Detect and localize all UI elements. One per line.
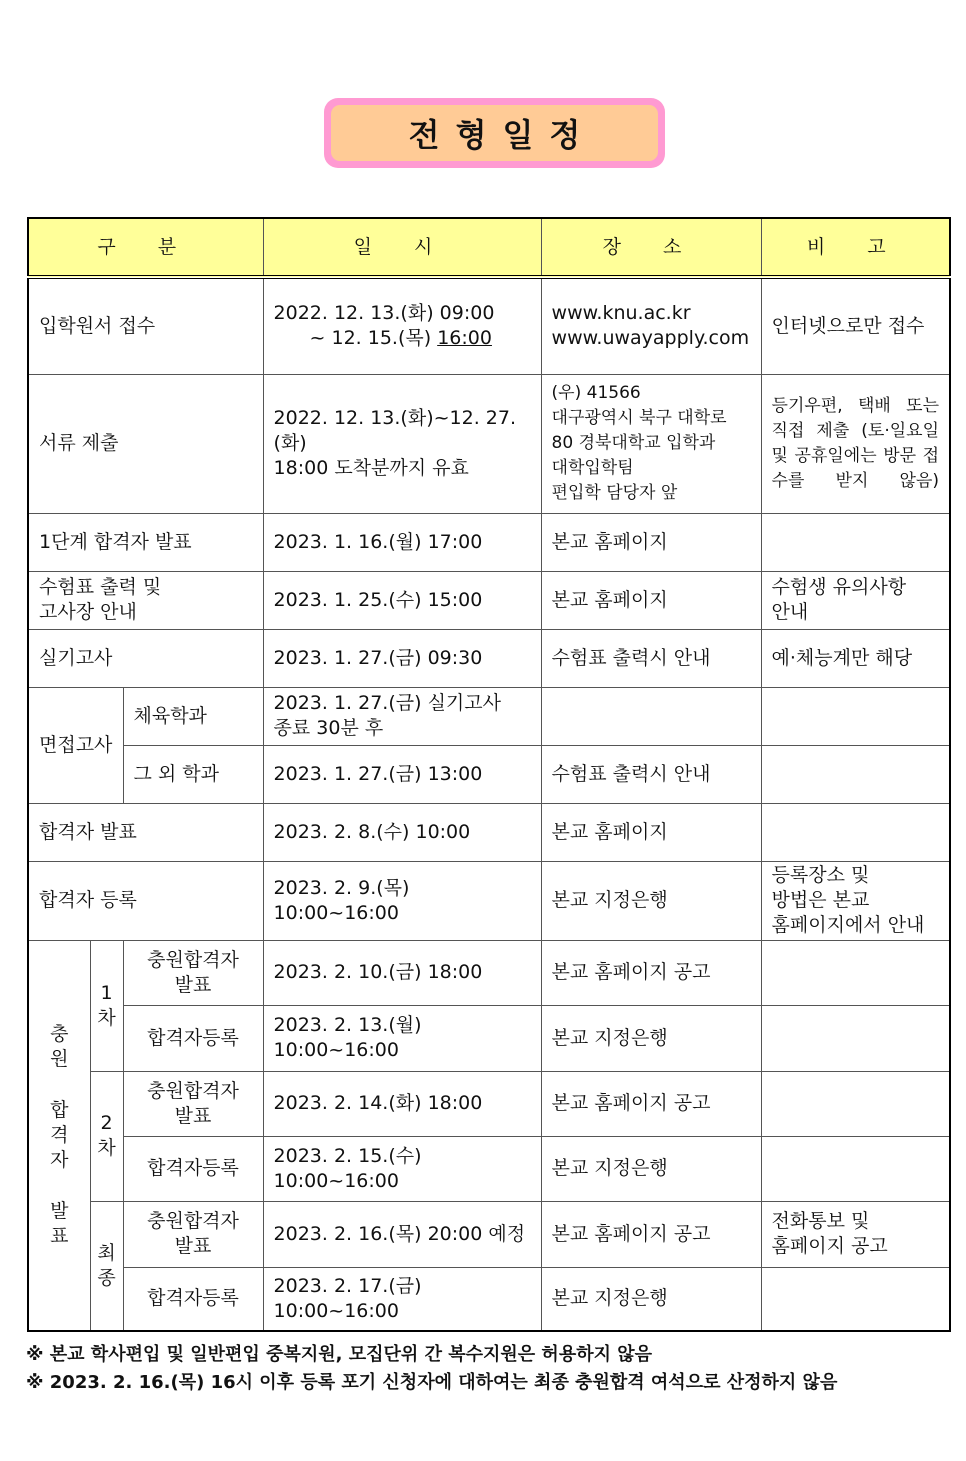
row-place: 본교 홈페이지 공고 <box>541 1201 761 1267</box>
table-row-supp-r1-announce <box>28 940 950 1005</box>
note-line: 수험생 유의사항 <box>771 576 907 598</box>
label-char: 표 <box>50 1224 69 1247</box>
row-label <box>28 571 263 629</box>
interview-sub-pe: 체육학과 <box>123 687 263 745</box>
label-char: 1 <box>100 981 113 1004</box>
row-note <box>761 861 950 940</box>
row-place: 본교 홈페이지 공고 <box>541 940 761 1005</box>
interview-sub-other: 그 외 학과 <box>123 745 263 803</box>
label-char: 합 <box>50 1098 69 1121</box>
row-label: 합격자 등록 <box>28 861 263 940</box>
label-char: 차 <box>97 1006 116 1029</box>
label-line: 충원합격자 <box>147 1079 239 1102</box>
schedule-table <box>27 217 951 1332</box>
table-row-interview-pe <box>28 687 950 745</box>
link-knu[interactable]: www.knu.ac.kr <box>551 302 691 325</box>
row-place: 수험표 출력시 안내 <box>541 629 761 687</box>
round-label-final <box>90 1201 123 1331</box>
row-label: 1단계 합격자 발표 <box>28 513 263 571</box>
note-line: 전화통보 및 <box>771 1210 870 1232</box>
supp-group-label <box>28 940 90 1331</box>
row-date: 2023. 2. 9.(목) 10:00~16:00 <box>263 861 541 940</box>
row-date <box>263 374 541 513</box>
row-date: 2023. 2. 13.(월) 10:00~16:00 <box>263 1005 541 1071</box>
row-note <box>761 687 950 745</box>
row-note <box>761 803 950 861</box>
announce-label <box>123 1071 263 1136</box>
label-char: 발 <box>50 1199 69 1222</box>
table-row-ticket <box>28 571 950 629</box>
label-char: 최 <box>97 1241 116 1264</box>
announce-label <box>123 940 263 1005</box>
address-line: 80 경북대학교 입학과 <box>551 433 716 453</box>
header-note: 비 고 <box>761 218 950 277</box>
row-date: 2023. 2. 16.(목) 20:00 예정 <box>263 1201 541 1267</box>
row-note <box>761 1005 950 1071</box>
table-row-apply <box>28 277 950 374</box>
row-label: 서류 제출 <box>28 374 263 513</box>
row-place: 본교 홈페이지 <box>541 571 761 629</box>
register-label: 합격자등록 <box>123 1136 263 1201</box>
table-row-supp-r1-register <box>28 1005 950 1071</box>
date-line: 2023. 1. 27.(금) 실기고사 <box>273 692 501 714</box>
row-date: 2023. 2. 14.(화) 18:00 <box>263 1071 541 1136</box>
note-line: 안내 <box>771 601 809 623</box>
label-line: 충원합격자 <box>147 948 239 971</box>
row-note <box>761 1136 950 1201</box>
row-date: 2023. 2. 15.(수) 10:00~16:00 <box>263 1136 541 1201</box>
table-row-supp-final-register <box>28 1267 950 1331</box>
row-place: 본교 지정은행 <box>541 1005 761 1071</box>
label-line: 발표 <box>174 1235 212 1257</box>
row-date: 2023. 2. 10.(금) 18:00 <box>263 940 541 1005</box>
row-date <box>263 687 541 745</box>
row-note: 예·체능계만 해당 <box>761 629 950 687</box>
label-char: 격 <box>50 1123 69 1146</box>
label-char: 충 <box>50 1022 69 1045</box>
table-row-supp-final-announce <box>28 1201 950 1267</box>
page-title: 전형일정 <box>331 105 658 161</box>
row-place <box>541 277 761 374</box>
table-row-supp-r2-announce <box>28 1071 950 1136</box>
table-row-supp-r2-register <box>28 1136 950 1201</box>
underlined-time: 16:00 <box>437 327 492 350</box>
label-line: 발표 <box>174 973 212 996</box>
footnote: ※ 2023. 2. 16.(목) 16시 이후 등록 포기 신청자에 대하여는 최종 충원합격 여석으로 산정하지 않음 <box>26 1372 838 1393</box>
row-place: 수험표 출력시 안내 <box>541 745 761 803</box>
row-date <box>263 277 541 374</box>
row-note <box>761 513 950 571</box>
announce-label <box>123 1201 263 1267</box>
row-date: 2023. 1. 25.(수) 15:00 <box>263 571 541 629</box>
address-line: 대학입학팀 <box>551 458 634 478</box>
table-row-practical <box>28 629 950 687</box>
row-date: 2023. 1. 27.(금) 09:30 <box>263 629 541 687</box>
row-place <box>541 687 761 745</box>
note-line: 홈페이지에서 안내 <box>771 914 925 936</box>
row-note <box>761 1201 950 1267</box>
note-line: 홈페이지 공고 <box>771 1235 888 1257</box>
row-place: 본교 지정은행 <box>541 861 761 940</box>
table-row-docs <box>28 374 950 513</box>
register-label: 합격자등록 <box>123 1267 263 1331</box>
register-label: 합격자등록 <box>123 1005 263 1071</box>
row-place: 본교 지정은행 <box>541 1136 761 1201</box>
row-label: 입학원서 접수 <box>28 277 263 374</box>
footnote: ※ 본교 학사편입 및 일반편입 중복지원, 모집단위 간 복수지원은 허용하지 않음 <box>26 1344 653 1365</box>
row-label: 실기고사 <box>28 629 263 687</box>
row-date: 2023. 1. 27.(금) 13:00 <box>263 745 541 803</box>
table-row-stage1 <box>28 513 950 571</box>
row-place <box>541 374 761 513</box>
label-char: 원 <box>50 1047 69 1070</box>
row-note <box>761 1267 950 1331</box>
date-line: 종료 30분 후 <box>273 717 384 739</box>
date-line: 2022. 12. 13.(화) 09:00 <box>273 302 495 325</box>
row-note <box>761 571 950 629</box>
label-char: 자 <box>50 1148 69 1171</box>
row-place: 본교 지정은행 <box>541 1267 761 1331</box>
footnotes <box>26 1341 946 1397</box>
row-note: 인터넷으로만 접수 <box>761 277 950 374</box>
label-char: 차 <box>97 1137 116 1159</box>
round-label-1 <box>90 940 123 1071</box>
row-place: 본교 홈페이지 공고 <box>541 1071 761 1136</box>
interview-label: 면접고사 <box>28 687 123 803</box>
header-place: 장 소 <box>541 218 761 277</box>
row-note: 등기우편, 택배 또는 직접 제출 (토·일요일 및 공휴일에는 방문 접수를 받지 않음) <box>761 374 950 513</box>
address-line: (우) 41566 <box>551 383 641 403</box>
table-row-result <box>28 803 950 861</box>
header-category: 구 분 <box>28 218 263 277</box>
date-line <box>274 326 531 351</box>
date-prefix: ~ 12. 15.(목) <box>309 327 438 350</box>
label-line: 수험표 출력 및 <box>39 576 162 598</box>
row-place: 본교 홈페이지 <box>541 513 761 571</box>
address-line: 편입학 담당자 앞 <box>551 483 678 503</box>
table-row-interview-other <box>28 745 950 803</box>
date-line: 2022. 12. 13.(화)~12. 27.(화) <box>273 407 517 454</box>
row-label: 합격자 발표 <box>28 803 263 861</box>
label-char: 2 <box>100 1112 113 1134</box>
row-date: 2023. 2. 8.(수) 10:00 <box>263 803 541 861</box>
row-place: 본교 홈페이지 <box>541 803 761 861</box>
row-note <box>761 1071 950 1136</box>
label-line: 고사장 안내 <box>39 601 137 623</box>
label-line: 발표 <box>174 1104 212 1127</box>
address-line: 대구광역시 북구 대학로 <box>551 408 727 428</box>
link-uwayapply[interactable]: www.uwayapply.com <box>551 327 750 350</box>
header-datetime: 일 시 <box>263 218 541 277</box>
note-line: 등록장소 및 <box>771 864 870 886</box>
table-row-register <box>28 861 950 940</box>
row-date: 2023. 2. 17.(금) 10:00~16:00 <box>263 1267 541 1331</box>
round-label-2 <box>90 1071 123 1201</box>
date-line: 18:00 도착분까지 유효 <box>273 457 469 479</box>
row-note <box>761 940 950 1005</box>
title-banner <box>324 98 665 168</box>
header-row <box>28 218 950 277</box>
note-line: 방법은 본교 <box>771 889 870 911</box>
row-date: 2023. 1. 16.(월) 17:00 <box>263 513 541 571</box>
row-note <box>761 745 950 803</box>
label-char: 종 <box>97 1266 116 1289</box>
label-line: 충원합격자 <box>147 1210 239 1232</box>
